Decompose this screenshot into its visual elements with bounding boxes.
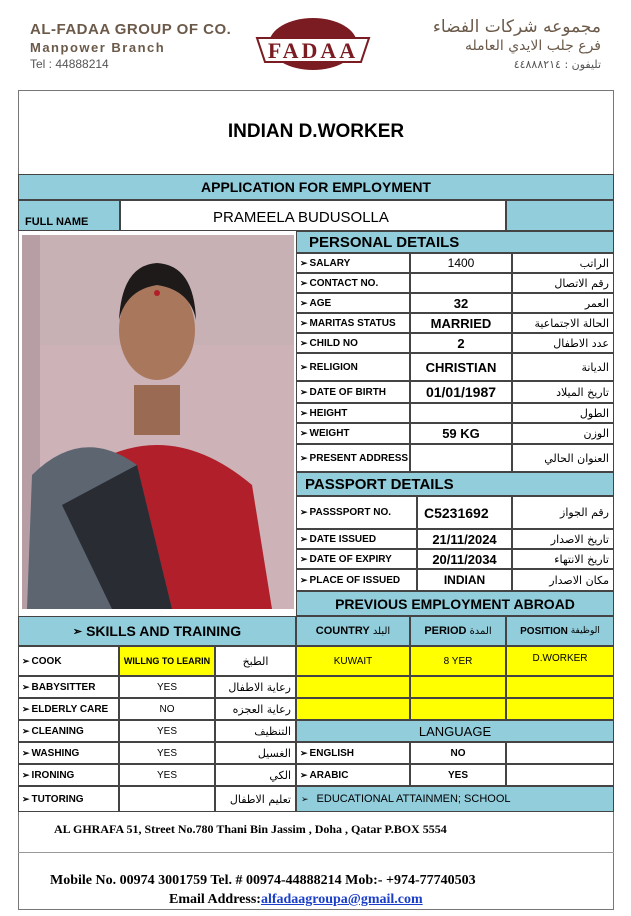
row-label: DATE ISSUED: [309, 533, 377, 545]
logo-text: FADAA: [267, 38, 359, 63]
marital-status-label: [296, 313, 410, 333]
marital-status-value: MARRIED: [410, 313, 512, 333]
contact-value: [410, 273, 512, 293]
col-period: [410, 616, 506, 646]
company-name-en: AL-FADAA GROUP OF CO.: [30, 21, 232, 38]
arrow-icon: ➢: [22, 747, 30, 758]
lang-english-extra: [506, 742, 614, 764]
date-expiry-value: 20/11/2034: [417, 549, 512, 569]
row-label: HEIGHT: [309, 407, 348, 419]
place-issued-value: INDIAN: [417, 569, 512, 591]
prev-position-2: [506, 676, 614, 698]
letterhead: [0, 0, 631, 88]
application-banner: APPLICATION FOR EMPLOYMENT: [18, 174, 614, 200]
salary-ar: الراتب: [512, 253, 614, 273]
branch-name-ar: فرع جلب الايدي العامله: [464, 38, 601, 54]
skill-label: CLEANING: [31, 725, 84, 737]
weight-value: 59 KG: [410, 423, 512, 444]
email-link[interactable]: alfadaagroupa@gmail.com: [260, 892, 423, 907]
date-issued-value: 21/11/2024: [417, 529, 512, 549]
skill-tutoring-label: [18, 786, 119, 812]
skill-ironing-label: [18, 764, 119, 786]
col-period-en: PERIOD: [424, 625, 467, 637]
education-bar: [296, 786, 614, 812]
skill-babysitter-label: [18, 676, 119, 698]
age-label: [296, 293, 410, 313]
skill-cleaning-label: [18, 720, 119, 742]
col-position: [506, 616, 614, 646]
prev-position-1: D.WORKER: [506, 646, 614, 676]
date-issued-ar: تاريخ الاصدار: [512, 529, 614, 549]
skill-tutoring-value: [119, 786, 215, 812]
education-text: EDUCATIONAL ATTAINMEN; SCHOOL: [316, 793, 511, 805]
arrow-icon: ➢: [300, 317, 308, 328]
arrow-icon: ➢: [300, 407, 308, 418]
skill-ironing-ar: الكي: [215, 764, 296, 786]
age-value: 32: [410, 293, 512, 313]
tel-en: Tel : 44888214: [30, 57, 109, 71]
age-ar: العمر: [512, 293, 614, 313]
col-position-en: POSITION: [520, 625, 568, 637]
prev-position-3: [506, 698, 614, 720]
skills-header: [18, 616, 296, 646]
skill-cleaning-ar: التنظيف: [215, 720, 296, 742]
arrow-icon: ➢: [22, 655, 30, 666]
child-no-value: 2: [410, 333, 512, 353]
office-address: AL GHRAFA 51, Street No.780 Thani Bin Jassim , Doha , Qatar P.BOX 5554: [54, 822, 447, 836]
arrow-icon: ➢: [22, 769, 30, 780]
skill-babysitter-value: YES: [119, 676, 215, 698]
col-position-ar: الوظيفة: [570, 626, 600, 636]
skill-cook-ar: الطبخ: [215, 646, 296, 676]
arrow-icon: ➢: [72, 625, 83, 638]
full-name-text: PRAMEELA BUDUSOLLA: [213, 209, 389, 226]
passport-no-ar: رقم الجواز: [512, 496, 614, 529]
row-label: CONTACT NO.: [309, 277, 379, 289]
dob-value: 01/01/1987: [410, 381, 512, 403]
date-expiry-label: [296, 549, 417, 569]
religion-ar: الديانة: [512, 353, 614, 381]
arrow-icon: ➢: [22, 725, 30, 736]
skill-label: COOK: [31, 655, 62, 667]
skill-babysitter-ar: رعاية الاطفال: [215, 676, 296, 698]
skill-cook-value: WILLNG TO LEARIN: [119, 646, 215, 676]
row-label: MARITAS STATUS: [309, 317, 396, 329]
skill-label: ELDERLY CARE: [31, 703, 109, 715]
place-issued-label: [296, 569, 417, 591]
row-label: PRESENT ADDRESS: [309, 452, 409, 464]
skill-label: BABYSITTER: [31, 681, 96, 693]
arrow-icon: ➢: [300, 337, 308, 348]
skill-cleaning-value: YES: [119, 720, 215, 742]
arrow-icon: ➢: [300, 507, 308, 517]
arrow-icon: ➢: [300, 747, 308, 758]
arrow-icon: ➢: [300, 452, 308, 463]
arrow-icon: ➢: [300, 361, 308, 372]
contact-ar: رقم الاتصال: [512, 273, 614, 293]
arrow-icon: ➢: [22, 703, 30, 714]
religion-value: CHRISTIAN: [410, 353, 512, 381]
row-label: PLACE OF ISSUED: [309, 574, 401, 586]
arrow-icon: ➢: [301, 793, 309, 804]
present-address-label: [296, 444, 410, 472]
height-label: [296, 403, 410, 423]
language-header: LANGUAGE: [296, 720, 614, 742]
salary-value: 1400: [410, 253, 512, 273]
skill-washing-ar: الغسيل: [215, 742, 296, 764]
full-name-label-text: FULL NAME: [25, 216, 89, 228]
skill-ironing-value: YES: [119, 764, 215, 786]
dob-label: [296, 381, 410, 403]
present-address-value: [410, 444, 512, 472]
company-name-ar: مجموعه شركات الفضاء: [432, 17, 601, 37]
arrow-icon: ➢: [22, 681, 30, 692]
branch-name-en: Manpower Branch: [30, 40, 166, 55]
prev-period-1: 8 YER: [410, 646, 506, 676]
date-issued-label: [296, 529, 417, 549]
full-name-value: [120, 200, 506, 231]
skill-elderly-ar: رعاية العجزه: [215, 698, 296, 720]
passport-details-title: PASSPORT DETAILS: [305, 476, 454, 493]
dob-ar: تاريخ الميلاد: [512, 381, 614, 403]
personal-details-title: PERSONAL DETAILS: [309, 234, 460, 251]
row-label: CHILD NO: [309, 337, 358, 349]
skill-cook-label: [18, 646, 119, 676]
arrow-icon: ➢: [300, 428, 308, 438]
footer-divider: [18, 852, 614, 853]
lang-english-value: NO: [410, 742, 506, 764]
skill-washing-label: [18, 742, 119, 764]
passport-no-label: [296, 496, 417, 529]
company-logo: [253, 12, 373, 80]
height-value: [410, 403, 512, 423]
page-title: INDIAN D.WORKER: [227, 121, 405, 142]
full-name-end: [506, 200, 614, 231]
lang-label: ARABIC: [309, 769, 349, 781]
skills-title: SKILLS AND TRAINING: [86, 623, 242, 639]
tel-ar: تليفون : ٤٤٨٨٨٢١٤: [513, 58, 601, 71]
lang-arabic-label: [296, 764, 410, 786]
weight-label: [296, 423, 410, 444]
skill-label: TUTORING: [31, 793, 84, 805]
arrow-icon: ➢: [300, 533, 308, 544]
col-period-ar: المدة: [469, 625, 492, 637]
date-expiry-ar: تاريخ الانتهاء: [512, 549, 614, 569]
col-country-ar: البلد: [372, 625, 391, 637]
marital-status-ar: الحالة الاجتماعية: [512, 313, 614, 333]
skill-elderly-label: [18, 698, 119, 720]
arrow-icon: ➢: [300, 277, 308, 288]
religion-label: [296, 353, 410, 381]
prev-period-3: [410, 698, 506, 720]
prev-country-1: KUWAIT: [296, 646, 410, 676]
child-no-label: [296, 333, 410, 353]
col-country: [296, 616, 410, 646]
row-label: AGE: [309, 297, 332, 309]
arrow-icon: ➢: [22, 793, 30, 804]
lang-arabic-extra: [506, 764, 614, 786]
skill-washing-value: YES: [119, 742, 215, 764]
prev-country-3: [296, 698, 410, 720]
arrow-icon: ➢: [300, 574, 308, 585]
arrow-icon: ➢: [300, 257, 308, 268]
col-country-en: COUNTRY: [315, 625, 370, 637]
skill-tutoring-ar: تعليم الاطفال: [215, 786, 296, 812]
previous-employment-header: PREVIOUS EMPLOYMENT ABROAD: [296, 591, 614, 616]
arrow-icon: ➢: [300, 769, 308, 780]
skill-elderly-value: NO: [119, 698, 215, 720]
row-label: PASSSPORT NO.: [309, 507, 392, 518]
prev-period-2: [410, 676, 506, 698]
personal-details-header: [296, 231, 614, 253]
height-ar: الطول: [512, 403, 614, 423]
row-label: WEIGHT: [309, 428, 350, 439]
contact-label: [296, 273, 410, 293]
row-label: DATE OF EXPIRY: [309, 553, 392, 565]
salary-label: [296, 253, 410, 273]
applicant-photo: [22, 235, 294, 609]
weight-ar: الوزن: [512, 423, 614, 444]
lang-arabic-value: YES: [410, 764, 506, 786]
passport-no-value: [417, 496, 512, 529]
skill-label: WASHING: [31, 747, 80, 759]
email-line: [169, 892, 423, 908]
arrow-icon: ➢: [300, 553, 308, 564]
row-label: SALARY: [309, 257, 351, 269]
present-address-ar: العنوان الحالي: [512, 444, 614, 472]
lang-english-label: [296, 742, 410, 764]
child-no-ar: عدد الاطفال: [512, 333, 614, 353]
skill-label: IRONING: [31, 769, 75, 781]
place-issued-ar: مكان الاصدار: [512, 569, 614, 591]
email-label: Email Address:: [169, 892, 261, 907]
arrow-icon: ➢: [300, 297, 308, 308]
full-name-label: [18, 200, 120, 231]
lang-label: ENGLISH: [309, 747, 354, 759]
row-label: RELIGION: [309, 361, 358, 373]
row-label: DATE OF BIRTH: [309, 386, 387, 398]
contact-phones: Mobile No. 00974 3001759 Tel. # 00974-44888214 Mob:- +974-77740503: [50, 873, 476, 888]
prev-country-2: [296, 676, 410, 698]
passport-no-text: C5231692: [424, 504, 489, 521]
passport-details-header: [296, 472, 614, 496]
arrow-icon: ➢: [300, 386, 308, 397]
